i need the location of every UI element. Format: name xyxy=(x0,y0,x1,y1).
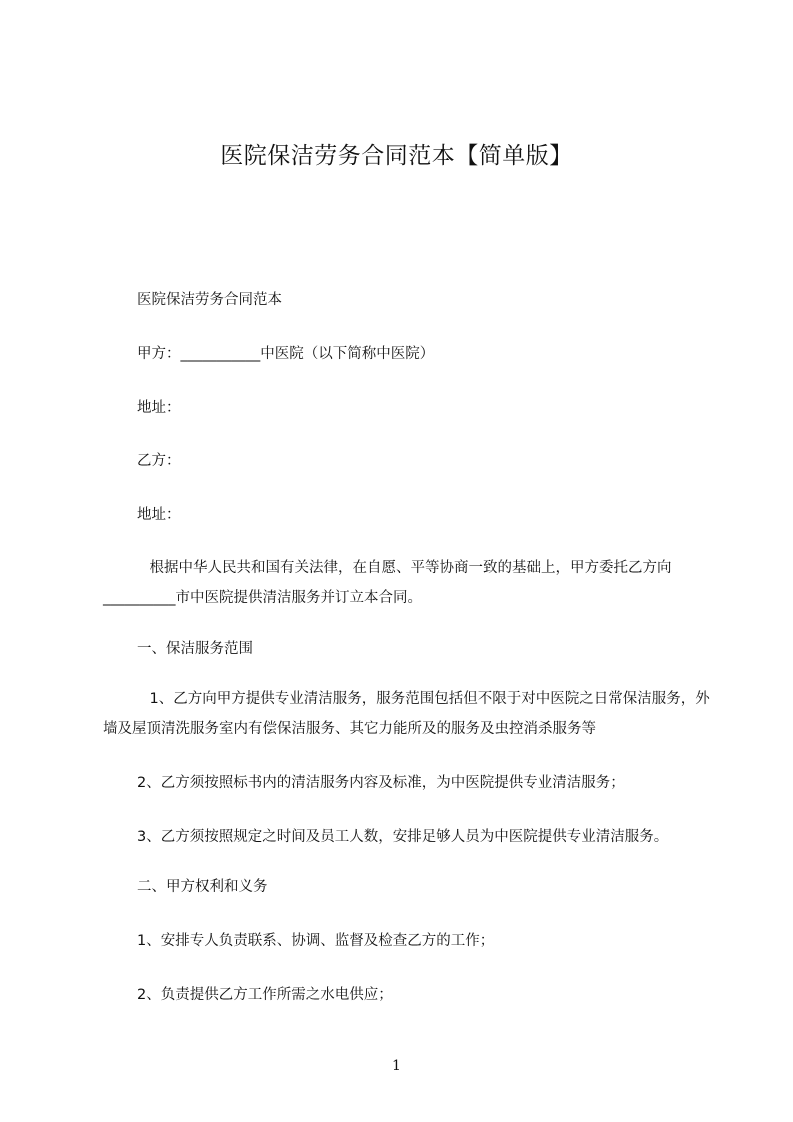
party-b-address: 地址： xyxy=(137,507,181,523)
preamble-paragraph: 根据中华人民共和国有关法律，在自愿、平等协商一致的基础上，甲方委托乙方向__________市中医院提供清洁服务并订立本合同。 xyxy=(103,560,672,606)
section-1-heading: 一、保洁服务范围 xyxy=(137,641,253,657)
section-2-item-2: 2、负责提供乙方工作所需之水电供应； xyxy=(137,987,393,1003)
section-1-item-1: 1、乙方向甲方提供专业清洁服务，服务范围包括但不限于对中医院之日常保洁服务，外墙及屋顶清洗服务室内有偿保洁服务、其它力能所及的服务及虫控消杀服务等 xyxy=(103,691,710,737)
subtitle: 医院保洁劳务合同范本 xyxy=(137,292,282,308)
party-a-line: 甲方：___________中医院（以下简称中医院） xyxy=(137,346,435,362)
section-1-item-2: 2、乙方须按照标书内的清洁服务内容及标准，为中医院提供专业清洁服务； xyxy=(137,775,625,791)
section-2-heading: 二、甲方权利和义务 xyxy=(137,879,268,895)
party-a-address: 地址： xyxy=(137,400,181,416)
party-b-line: 乙方： xyxy=(137,453,181,469)
section-1-item-3: 3、乙方须按照规定之时间及员工人数，安排足够人员为中医院提供专业清洁服务。 xyxy=(137,829,669,845)
section-2-item-1: 1、安排专人负责联系、协调、监督及检查乙方的工作； xyxy=(137,933,495,949)
page-number: 1 xyxy=(392,1058,401,1074)
document-title: 医院保洁劳务合同范本【简单版】 xyxy=(220,143,573,169)
